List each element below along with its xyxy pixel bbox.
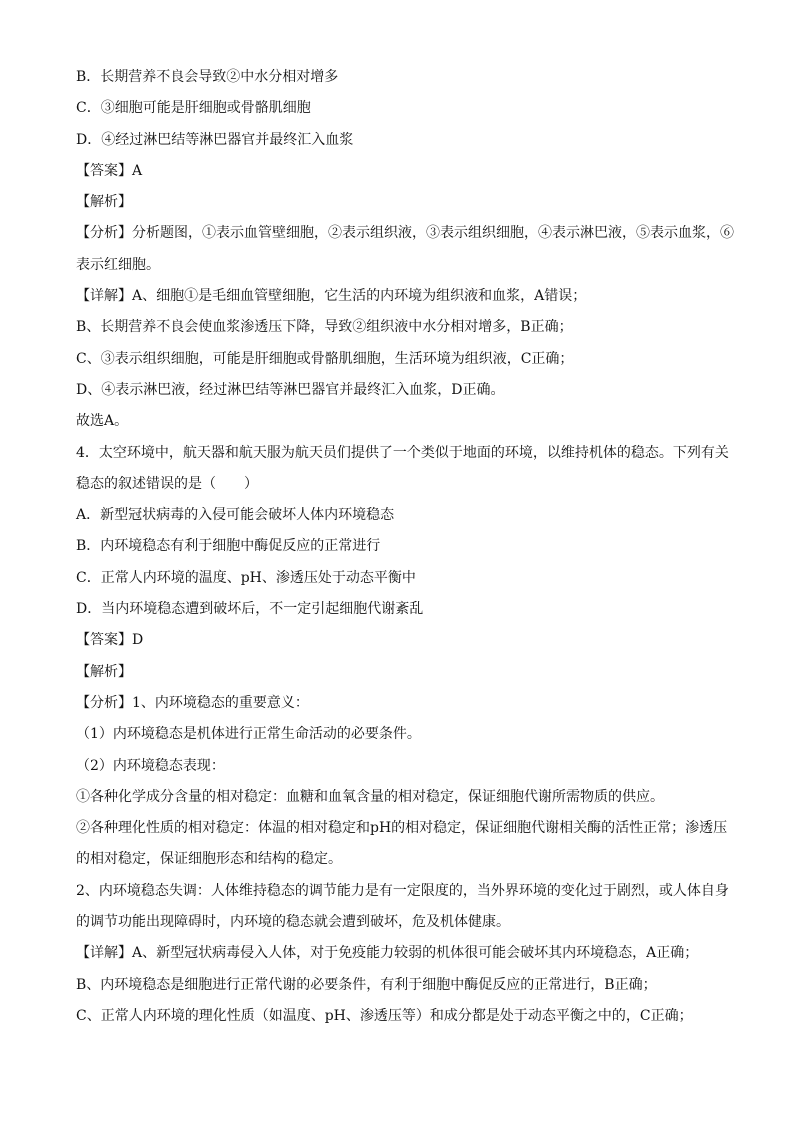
detail-q3-a: 【详解】A、细胞①是毛细血管壁细胞，它生活的内环境为组织液和血浆，A错误；	[76, 288, 587, 305]
analysis-point-1-sub2-a: ①各种化学成分含量的相对稳定：血糖和血氧含量的相对稳定，保证细胞代谢所需物质的供应。	[76, 788, 664, 805]
analysis-point-1-sub1: （1）内环境稳态是机体进行正常生命活动的必要条件。	[76, 726, 421, 743]
detail-q3-c: C、③表示组织细胞，可能是肝细胞或骨骼肌细胞，生活环境为组织液，C正确；	[76, 350, 574, 367]
option-c-q4: C．正常人内环境的温度、pH、渗透压处于动态平衡中	[76, 569, 416, 586]
detail-q3-d: D、④表示淋巴液，经过淋巴结等淋巴器官并最终汇入血浆，D正确。	[76, 381, 505, 398]
analysis-point-1-sub2: （2）内环境稳态表现：	[76, 757, 225, 774]
analysis-heading-q4: 【解析】	[76, 663, 132, 680]
analysis-text-q3-line2: 表示红细胞。	[76, 256, 160, 273]
answer-q4: 【答案】D	[76, 632, 144, 649]
detail-q4-b: B、内环境稳态是细胞进行正常代谢的必要条件，有利于细胞中酶促反应的正常进行，B正确；	[76, 976, 657, 993]
analysis-point-2-line1: 2、内环境稳态失调：人体维持稳态的调节能力是有一定限度的，当外界环境的变化过于剧烈，或人体自身	[76, 882, 729, 899]
option-d-q3: D．④经过淋巴结等淋巴器官并最终汇入血浆	[76, 131, 354, 148]
analysis-point-1: 【分析】1、内环境稳态的重要意义：	[76, 694, 309, 711]
question-4-line1: 4．太空环境中，航天器和航天服为航天员们提供了一个类似于地面的环境，以维持机体的稳态。下列有关	[76, 444, 729, 461]
option-b-q3: B．长期营养不良会导致②中水分相对增多	[76, 69, 339, 85]
option-d-q4: D．当内环境稳态遭到破坏后，不一定引起细胞代谢紊乱	[76, 601, 424, 618]
option-c-q3: C．③细胞可能是肝细胞或骨骼肌细胞	[76, 100, 311, 117]
analysis-point-1-sub2-b-line1: ②各种理化性质的相对稳定：体温的相对稳定和pH的相对稳定，保证细胞代谢相关酶的活性正常；渗透压	[76, 820, 728, 837]
detail-q3-b: B、长期营养不良会使血浆渗透压下降，导致②组织液中水分相对增多，B正确；	[76, 319, 573, 336]
detail-q4-a: 【详解】A、新型冠状病毒侵入人体，对于免疫能力较弱的机体很可能会破坏其内环境稳态，A正确；	[76, 945, 699, 962]
analysis-point-2-line2: 的调节功能出现障碍时，内环境的稳态就会遭到破坏，危及机体健康。	[76, 914, 510, 931]
document-body	[76, 62, 734, 1032]
analysis-point-1-sub2-b-line2: 的相对稳定，保证细胞形态和结构的稳定。	[76, 851, 342, 868]
option-b-q4: B．内环境稳态有利于细胞中酶促反应的正常进行	[76, 538, 381, 555]
analysis-heading-q3: 【解析】	[76, 194, 132, 211]
detail-q4-c: C、正常人内环境的理化性质（如温度、pH、渗透压等）和成分都是处于动态平衡之中的，C正确；	[76, 1007, 693, 1024]
option-a-q4: A．新型冠状病毒的入侵可能会破坏人体内环境稳态	[76, 507, 395, 524]
conclusion-q3: 故选A。	[76, 413, 129, 430]
question-4-line2: 稳态的叙述错误的是（ ）	[76, 475, 258, 492]
answer-q3: 【答案】A	[76, 162, 143, 179]
analysis-text-q3-line1: 【分析】分析题图，①表示血管壁细胞，②表示组织液，③表示组织细胞，④表示淋巴液，⑤表示血浆，⑥	[76, 225, 734, 242]
